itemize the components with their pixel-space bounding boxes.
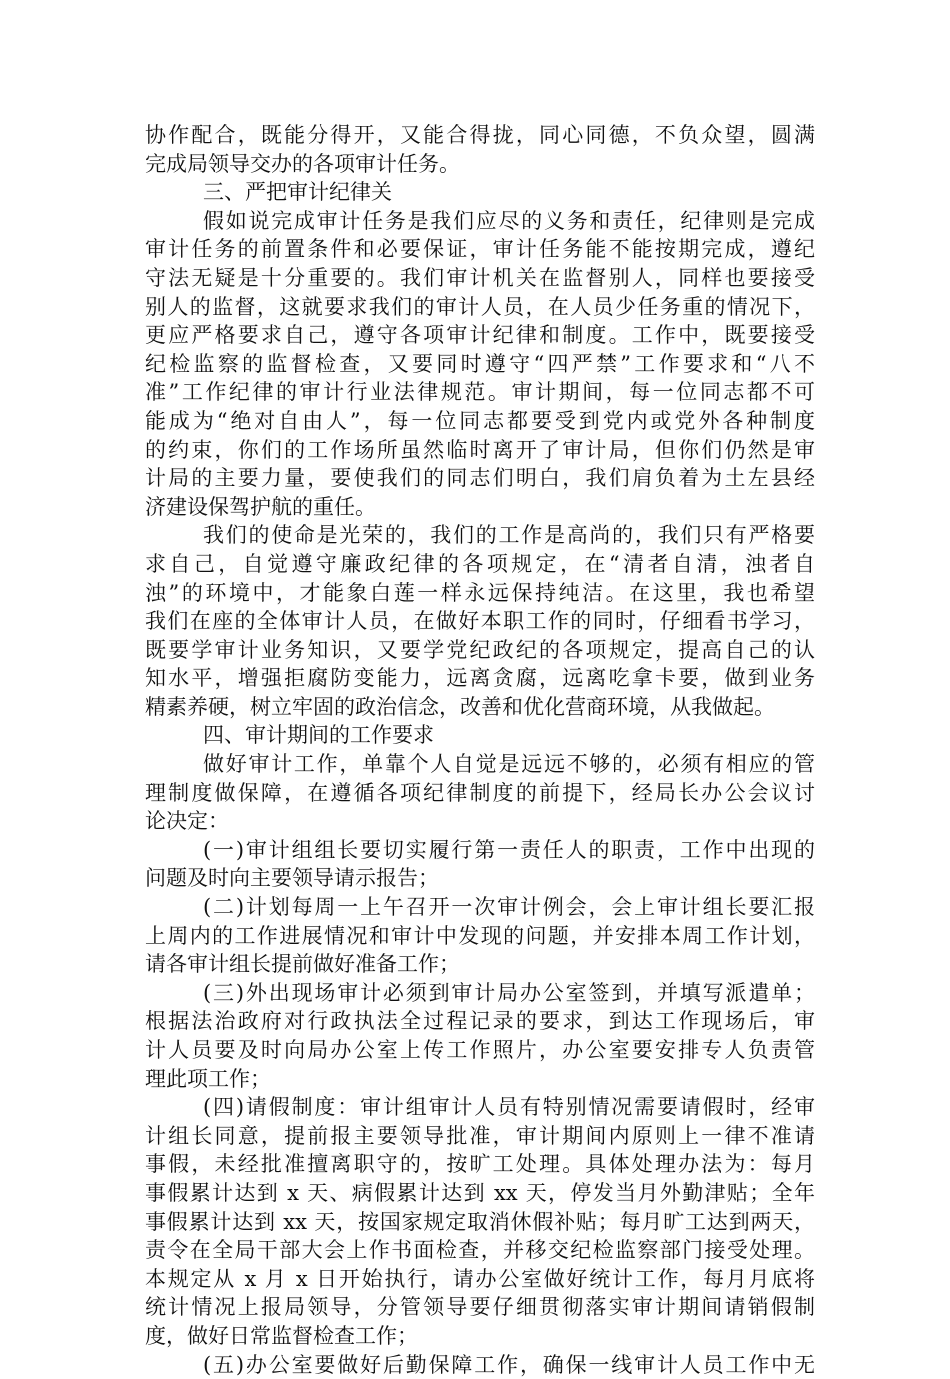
text-line: 计人员要及时向局办公室上传工作照片，办公室要安排专人负责管 [145, 1038, 815, 1062]
text-line: (五)办公室要做好后勤保障工作，确保一线审计人员工作中无 [203, 1352, 815, 1377]
text-line: 协作配合，既能分得开，又能合得拢，同心同德，不负众望，圆满 [145, 123, 815, 147]
text-line: 济建设保驾护航的重任。 [145, 494, 376, 519]
text-line: 计组长同意，提前报主要领导批准，审计期间内原则上一律不准请 [145, 1123, 815, 1148]
text-line: 精素养硬，树立牢固的政治信念，改善和优化营商环境，从我做起。 [145, 694, 775, 719]
text-line: 根据法治政府对行政执法全过程记录的要求，到达工作现场后，审 [145, 1009, 815, 1034]
text-line: 知水平，增强拒腐防变能力，远离贪腐，远离吃拿卡要，做到业务 [145, 666, 815, 691]
text-line: 求自己，自觉遵守廉政纪律的各项规定，在“清者自清，浊者自 [145, 551, 815, 576]
text-line: 理制度做保障，在遵循各项纪律制度的前提下，经局长办公会议讨 [145, 780, 815, 805]
text-line: 四、审计期间的工作要求 [203, 723, 434, 748]
text-line: 事假累计达到 x 天、病假累计达到 xx 天，停发当月外勤津贴；全年 [145, 1180, 815, 1205]
text-line: 三、严把审计纪律关 [203, 180, 392, 205]
text-line: 本规定从 x 月 x 日开始执行，请办公室做好统计工作，每月月底将 [145, 1266, 815, 1291]
text-line: 度，做好日常监督检查工作； [145, 1323, 418, 1348]
text-line: 我们在座的全体审计人员，在做好本职工作的同时，仔细看书学习， [145, 609, 815, 634]
text-line: 理此项工作； [145, 1066, 271, 1091]
text-line: 既要学审计业务知识，又要学党纪政纪的各项规定，提高自己的认 [145, 637, 815, 662]
text-line: 问题及时向主要领导请示报告； [145, 866, 439, 891]
text-line: (三)外出现场审计必须到审计局办公室签到，并填写派遣单； [203, 980, 815, 1005]
text-line: 浊”的环境中，才能象白莲一样永远保持纯洁。在这里，我也希望 [145, 580, 815, 605]
text-line: 更应严格要求自己，遵守各项审计纪律和制度。工作中，既要接受 [145, 323, 815, 348]
text-line: 事假累计达到 xx 天，按国家规定取消休假补贴；每月旷工达到两天， [145, 1209, 815, 1234]
text-line: (二)计划每周一上午召开一次审计例会，会上审计组长要汇报 [203, 895, 815, 920]
text-line: 我们的使命是光荣的，我们的工作是高尚的，我们只有严格要 [203, 523, 815, 548]
text-line: (四)请假制度：审计组审计人员有特别情况需要请假时，经审 [203, 1095, 815, 1120]
text-line: 能成为“绝对自由人”，每一位同志都要受到党内或党外各种制度 [145, 408, 815, 433]
document-body [145, 121, 815, 1379]
text-line: 请各审计组长提前做好准备工作； [145, 952, 460, 977]
text-line: 事假，未经批准擅离职守的，按旷工处理。具体处理办法为：每月 [145, 1152, 815, 1177]
text-line: 假如说完成审计任务是我们应尽的义务和责任，纪律则是完成 [203, 208, 815, 233]
text-line: 审计任务的前置条件和必要保证，审计任务能不能按期完成，遵纪 [145, 237, 815, 262]
text-line: 的约束，你们的工作场所虽然临时离开了审计局，但你们仍然是审 [145, 437, 815, 462]
text-line: 做好审计工作，单靠个人自觉是远远不够的，必须有相应的管 [203, 752, 815, 777]
text-line: 上周内的工作进展情况和审计中发现的问题，并安排本周工作计划， [145, 923, 815, 948]
text-line: 责令在全局干部大会上作书面检查，并移交纪检监察部门接受处理。 [145, 1238, 815, 1263]
text-line: 计局的主要力量，要使我们的同志们明白，我们肩负着为土左县经 [145, 466, 815, 491]
text-line: 纪检监察的监督检查，又要同时遵守“四严禁”工作要求和“八不 [145, 351, 815, 376]
text-line: 论决定： [145, 809, 229, 834]
text-line: 守法无疑是十分重要的。我们审计机关在监督别人，同样也要接受 [145, 265, 815, 290]
text-line: 统计情况上报局领导，分管领导要仔细贯彻落实审计期间请销假制 [145, 1295, 815, 1320]
text-line: 完成局领导交办的各项审计任务。 [145, 151, 460, 176]
text-line: (一)审计组组长要切实履行第一责任人的职责，工作中出现的 [203, 837, 815, 862]
text-line: 别人的监督，这就要求我们的审计人员，在人员少任务重的情况下， [145, 294, 815, 319]
text-line: 准”工作纪律的审计行业法律规范。审计期间，每一位同志都不可 [145, 380, 815, 405]
